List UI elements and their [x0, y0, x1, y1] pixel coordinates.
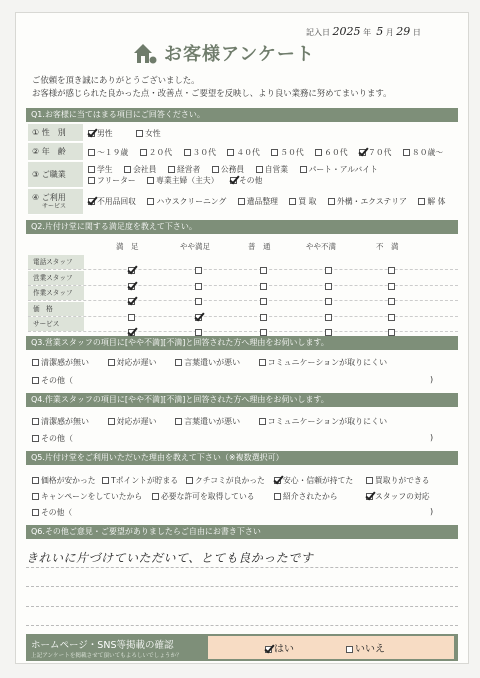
checkbox[interactable]	[32, 477, 39, 484]
option-age-40s[interactable]	[227, 148, 259, 157]
q1-occupation-options	[84, 164, 458, 186]
q5-option-permit[interactable]	[152, 491, 255, 502]
q6-heading: Q6.その他ご意見・ご要望がありましたらご自由にお書き下さい	[26, 525, 458, 539]
option-age-30s[interactable]	[184, 148, 216, 157]
option-buyback[interactable]	[289, 197, 316, 206]
option-label: コミュニケーションが取りにくい	[267, 358, 388, 367]
checkbox[interactable]	[152, 493, 159, 500]
q3-option-rude[interactable]	[175, 358, 240, 367]
answer-rule	[26, 625, 458, 626]
checkbox[interactable]	[274, 477, 281, 484]
checkbox[interactable]	[271, 149, 278, 156]
option-label: キャンペーンをしていたから	[41, 492, 143, 501]
option-label: 必要な許可を取得している	[161, 492, 255, 501]
q1-age-options	[84, 147, 458, 158]
checkbox[interactable]	[175, 359, 182, 366]
option-label: 清潔感が無い	[41, 417, 89, 426]
q2-row-label: 作業スタッフ	[28, 286, 84, 300]
option-self-employed[interactable]	[256, 165, 288, 174]
checkbox[interactable]	[32, 418, 39, 425]
checkbox[interactable]	[108, 359, 115, 366]
checkbox[interactable]	[230, 177, 237, 184]
option-label: 紹介されたから	[283, 492, 338, 501]
option-age-70s[interactable]	[359, 148, 391, 157]
option-label: ハウスクリーニング	[156, 197, 227, 206]
q4-option-slow[interactable]	[108, 417, 157, 426]
answer-rule	[26, 586, 458, 587]
option-label: 安心・信頼が持てた	[283, 476, 354, 485]
checkbox[interactable]	[274, 493, 281, 500]
option-label: 解 体	[427, 197, 446, 206]
checkbox[interactable]	[124, 166, 131, 173]
checkbox[interactable]	[289, 198, 296, 205]
checkbox[interactable]	[403, 149, 410, 156]
q2-rating-row	[28, 317, 458, 332]
q1-gender-label: ① 性 別	[28, 124, 83, 142]
option-label: コミュニケーションが取りにくい	[267, 417, 388, 426]
option-estate-cleanup[interactable]	[238, 197, 278, 206]
option-civil-servant[interactable]	[212, 165, 244, 174]
q1-age-label: ② 年 齢	[28, 143, 83, 161]
q1-service-options	[84, 196, 458, 207]
q5-option-tpoint[interactable]	[102, 475, 178, 486]
homepage-confirm-subtitle: 上記アンケートを掲載させて頂いてもよろしいでしょうか？	[31, 653, 182, 659]
option-label: ～１９歳	[97, 148, 129, 157]
checkbox[interactable]	[88, 149, 95, 156]
option-homemaker[interactable]	[147, 176, 218, 185]
checkbox[interactable]	[32, 493, 39, 500]
q3-option-unclean[interactable]	[32, 358, 89, 367]
checkbox[interactable]	[140, 149, 147, 156]
answer-rule	[26, 567, 458, 568]
option-label: ４０代	[236, 148, 260, 157]
checkbox[interactable]	[128, 329, 135, 336]
q2-rating-row	[28, 302, 458, 317]
q3-other[interactable]	[32, 375, 73, 386]
option-label: 自営業	[264, 165, 289, 174]
q5-option-campaign[interactable]	[32, 491, 142, 502]
service-label-line1: ④ ご利用	[32, 192, 66, 202]
checkbox[interactable]	[388, 329, 395, 336]
option-label: 学生	[97, 165, 113, 174]
checkbox[interactable]	[88, 130, 95, 137]
option-demolition[interactable]	[418, 197, 445, 206]
option-label: 価格が安かった	[41, 476, 96, 485]
homepage-yes-option[interactable]	[265, 640, 294, 655]
q5-option-trust[interactable]	[274, 475, 353, 486]
option-label: スタッフの対応	[375, 492, 430, 501]
q5-other-close: )	[430, 507, 434, 516]
date-year: 2025	[332, 25, 361, 38]
checkbox[interactable]	[212, 166, 219, 173]
q4-option-rude[interactable]	[175, 417, 240, 426]
date-month-unit: 月	[385, 28, 394, 37]
entry-date	[306, 25, 421, 38]
option-label: 女性	[145, 129, 161, 138]
checkbox[interactable]	[238, 198, 245, 205]
option-label: ８０歳～	[411, 148, 444, 157]
option-label: 外構・エクステリア	[336, 197, 407, 206]
q3-option-communication[interactable]	[259, 358, 388, 367]
q2-row-label: サービス	[28, 317, 84, 331]
option-label: 買 取	[298, 197, 317, 206]
option-label: フリーター	[97, 176, 136, 185]
q2-row-label: 価 格	[28, 302, 84, 316]
checkbox[interactable]	[328, 198, 335, 205]
checkbox[interactable]	[256, 166, 263, 173]
service-label-line2: サービス	[42, 202, 67, 210]
checkbox[interactable]	[102, 477, 109, 484]
date-day-unit: 日	[412, 28, 421, 37]
q4-heading: Q4.作業スタッフの項目に[やや不満][不満]と回答された方へ理由をお伺いします。	[26, 393, 458, 407]
q2-col-satisfied: 満 足	[116, 242, 139, 251]
option-female[interactable]	[136, 129, 161, 138]
q4-option-unclean[interactable]	[32, 417, 89, 426]
option-label: 対応が遅い	[116, 358, 157, 367]
option-label: ２０代	[148, 148, 173, 157]
checkbox[interactable]	[265, 646, 272, 653]
q5-option-other[interactable]	[32, 507, 72, 518]
option-label: その他（	[41, 508, 73, 517]
checkbox[interactable]	[186, 477, 193, 484]
q3-other-close: )	[430, 375, 434, 384]
q4-option-communication[interactable]	[259, 417, 388, 426]
checkbox[interactable]	[136, 130, 143, 137]
q2-rating-row	[28, 255, 458, 270]
q2-row-label: 営業スタッフ	[28, 271, 84, 285]
checkbox[interactable]	[346, 646, 353, 653]
option-label: Tポイントが貯まる	[111, 476, 179, 485]
q5-option-buyback[interactable]	[366, 475, 430, 486]
q4-other-close: )	[430, 433, 434, 442]
checkbox[interactable]	[147, 198, 154, 205]
q2-col-neutral: 普 通	[248, 242, 271, 251]
option-label: 言葉遣いが悪い	[184, 358, 241, 367]
option-other-occupation[interactable]	[230, 176, 262, 185]
date-year-unit: 年	[363, 28, 372, 37]
checkbox[interactable]	[325, 329, 332, 336]
date-day: 29	[396, 25, 411, 38]
checkbox[interactable]	[88, 198, 95, 205]
option-label: その他（	[41, 376, 73, 385]
option-label: 会社員	[133, 165, 157, 174]
date-label: 記入日	[306, 28, 330, 37]
intro-text	[32, 74, 452, 100]
checkbox[interactable]	[315, 149, 322, 156]
q3-heading: Q3.営業スタッフの項目に[やや不満][不満]と回答された方へ理由をお伺いします。	[26, 336, 458, 350]
q2-col-somewhat-satisfied: やや満足	[180, 242, 210, 251]
date-month: 5	[376, 25, 384, 38]
q5-heading: Q5.片付け堂をご利用いただいた理由を教えて下さい（※複数選択可）	[26, 451, 458, 465]
checkbox[interactable]	[259, 418, 266, 425]
option-label: はい	[274, 644, 294, 655]
option-label: 遺品整理	[246, 197, 278, 206]
checkbox[interactable]	[300, 166, 307, 173]
q5-option-referral[interactable]	[274, 491, 338, 502]
q6-answer: きれいに片づけていただいて、とても良かったです	[26, 551, 314, 565]
page-title: お客様アンケート	[164, 44, 315, 65]
intro-line-1: ご依頼を頂き誠にありがとうございました。	[32, 75, 200, 85]
checkbox[interactable]	[184, 149, 191, 156]
checkbox[interactable]	[195, 329, 202, 336]
checkbox[interactable]	[32, 509, 39, 516]
q2-rating-row	[28, 286, 458, 301]
answer-rule	[26, 606, 458, 607]
title-row	[132, 40, 315, 66]
q1-service-label	[28, 189, 83, 215]
q2-col-somewhat-dissatisfied: やや不満	[306, 242, 336, 251]
homepage-confirm-title: ホームページ・SNS等掲載の確認	[31, 640, 174, 651]
option-label: 専業主婦（主夫）	[156, 176, 219, 185]
checkbox[interactable]	[175, 418, 182, 425]
checkbox[interactable]	[32, 359, 39, 366]
checkbox[interactable]	[108, 418, 115, 425]
option-label: その他	[239, 176, 263, 185]
option-label: その他（	[41, 434, 73, 443]
q1-heading: Q1.お客様に当てはまる項目にご回答ください。	[26, 108, 458, 122]
checkbox[interactable]	[366, 477, 373, 484]
option-label: ５０代	[280, 148, 304, 157]
option-age-50s[interactable]	[271, 148, 303, 157]
option-age-20s[interactable]	[140, 148, 172, 157]
option-label: 買取りができる	[375, 476, 430, 485]
q2-heading: Q2.片付け堂に関する満足度を教えて下さい。	[26, 220, 458, 234]
option-label: 男性	[97, 129, 113, 138]
option-label: 経営者	[176, 165, 201, 174]
option-label: いいえ	[355, 644, 385, 655]
checkbox[interactable]	[359, 149, 366, 156]
q3-option-slow[interactable]	[108, 358, 157, 367]
q5-option-reviews[interactable]	[186, 475, 265, 486]
option-age-under19[interactable]	[88, 148, 128, 157]
q5-option-staff[interactable]	[366, 491, 430, 502]
checkbox[interactable]	[260, 329, 267, 336]
option-label: パート・アルバイト	[308, 165, 378, 174]
q2-col-dissatisfied: 不 満	[376, 242, 399, 251]
option-label: ３０代	[192, 148, 216, 157]
q2-row-label: 電話スタッフ	[28, 255, 84, 269]
q3-options	[32, 357, 403, 368]
checkbox[interactable]	[88, 166, 95, 173]
option-label: 言葉遣いが悪い	[184, 417, 241, 426]
option-freeter[interactable]	[88, 176, 136, 185]
checkbox[interactable]	[168, 166, 175, 173]
option-house-cleaning[interactable]	[147, 197, 226, 206]
option-label: 不用品回収	[97, 197, 136, 206]
option-label: 公務員	[220, 165, 245, 174]
option-part-time[interactable]	[300, 165, 378, 174]
option-label: 清潔感が無い	[41, 358, 89, 367]
checkbox[interactable]	[32, 377, 39, 384]
option-label: ６０代	[324, 148, 348, 157]
checkbox[interactable]	[32, 435, 39, 442]
q2-rating-row	[28, 271, 458, 286]
option-male[interactable]	[88, 129, 113, 138]
q1-occupation-label: ③ ご職業	[28, 162, 83, 188]
option-executive[interactable]	[168, 165, 200, 174]
option-student[interactable]	[88, 165, 113, 174]
option-age-60s[interactable]	[315, 148, 347, 157]
checkbox[interactable]	[147, 177, 154, 184]
homepage-no-option[interactable]	[346, 640, 385, 655]
option-employee[interactable]	[124, 165, 156, 174]
checkbox[interactable]	[418, 198, 425, 205]
q1-gender-options	[84, 128, 458, 139]
homepage-choices	[208, 636, 454, 659]
checkbox[interactable]	[366, 493, 373, 500]
option-label: クチコミが良かった	[195, 476, 265, 485]
option-label: 対応が遅い	[116, 417, 157, 426]
q5-option-price[interactable]	[32, 475, 96, 486]
intro-line-2: お客様が感じられた良かった点・改善点・ご要望を反映し、より良い業務に努めてまいります。	[32, 88, 392, 98]
option-label: ７０代	[368, 148, 392, 157]
option-junk-removal[interactable]	[88, 197, 136, 206]
q4-other[interactable]	[32, 433, 73, 444]
checkbox[interactable]	[259, 359, 266, 366]
checkbox[interactable]	[88, 177, 95, 184]
house-icon	[132, 41, 158, 65]
q4-options	[32, 416, 403, 427]
option-age-80plus[interactable]	[403, 148, 443, 157]
option-exterior[interactable]	[328, 197, 407, 206]
checkbox[interactable]	[227, 149, 234, 156]
